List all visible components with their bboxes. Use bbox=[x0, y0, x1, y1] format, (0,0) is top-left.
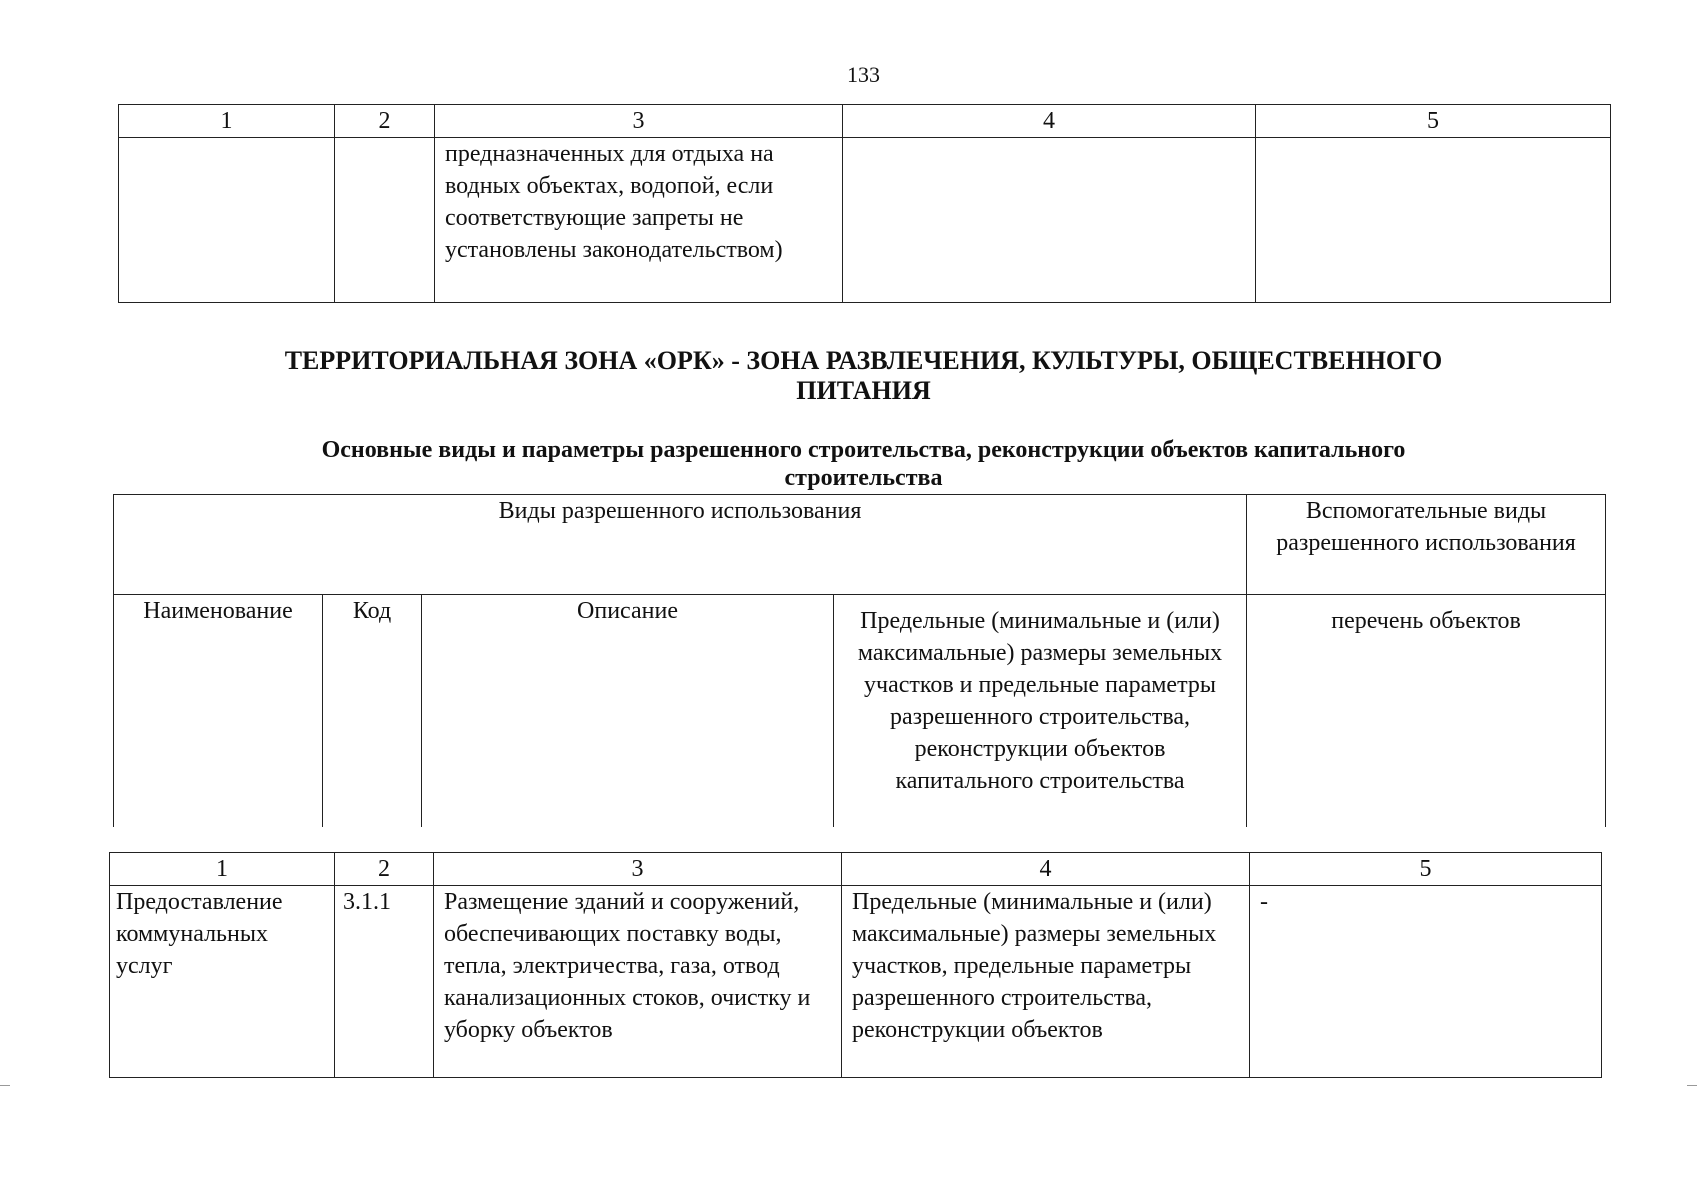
zone-title bbox=[0, 346, 1697, 406]
zone-title-line: ТЕРРИТОРИАЛЬНАЯ ЗОНА «ОРК» - ЗОНА РАЗВЛЕЧЕНИЯ, КУЛЬТУРЫ, ОБЩЕСТВЕННОГО bbox=[284, 346, 1443, 375]
section-title bbox=[0, 436, 1697, 492]
header-cell: 4 bbox=[843, 105, 1256, 138]
table-row bbox=[110, 886, 1602, 1078]
header-cell: 2 bbox=[335, 105, 435, 138]
group-header-row bbox=[114, 495, 1606, 595]
column-header-code: Код bbox=[323, 595, 422, 827]
column-header-name: Наименование bbox=[114, 595, 323, 827]
header-cell: 2 bbox=[335, 853, 434, 886]
continuation-table bbox=[118, 104, 1611, 303]
zone-title-line: ПИТАНИЯ bbox=[796, 376, 931, 405]
use-code-cell: 3.1.1 bbox=[335, 886, 434, 1078]
group-header-cell: Виды разрешенного использования bbox=[114, 495, 1247, 595]
table-cell: предназначенных для отдыха на водных объектах, водопой, если соответствующие запреты не установлены законодательством) bbox=[435, 138, 843, 303]
header-cell: 1 bbox=[110, 853, 335, 886]
header-cell: 5 bbox=[1250, 853, 1602, 886]
column-header-parameters: Предельные (минимальные и (или) максимальные) размеры земельных участков и предельные параметры разрешенного строительства, реконструкции объектов капитального строительства bbox=[834, 595, 1247, 827]
table-row bbox=[119, 138, 1611, 303]
header-cell: 5 bbox=[1256, 105, 1611, 138]
table-cell bbox=[1256, 138, 1611, 303]
section-title-line: Основные виды и параметры разрешенного строительства, реконструкции объектов капитального bbox=[321, 437, 1406, 463]
table-cell bbox=[335, 138, 435, 303]
column-header-description: Описание bbox=[422, 595, 834, 827]
margin-mark-left bbox=[0, 1085, 10, 1086]
use-parameters-cell: Предельные (минимальные и (или) максимальные) размеры земельных участков, предельные параметры разрешенного строительства, реконструкции объектов bbox=[842, 886, 1250, 1078]
header-cell: 1 bbox=[119, 105, 335, 138]
header-cell: 4 bbox=[842, 853, 1250, 886]
aux-objects-cell: - bbox=[1250, 886, 1602, 1078]
section-title-line: строительства bbox=[784, 465, 943, 491]
table-header-row bbox=[110, 853, 1602, 886]
header-cell: 3 bbox=[435, 105, 843, 138]
margin-mark-right bbox=[1687, 1085, 1697, 1086]
table-cell bbox=[119, 138, 335, 303]
page-number: 133 bbox=[847, 62, 880, 87]
column-header-table bbox=[113, 494, 1606, 827]
table-cell bbox=[843, 138, 1256, 303]
column-header-objects: перечень объектов bbox=[1247, 595, 1606, 827]
main-table bbox=[109, 852, 1602, 1078]
column-header-row bbox=[114, 595, 1606, 827]
header-cell: 3 bbox=[434, 853, 842, 886]
table-header-row bbox=[119, 105, 1611, 138]
use-name-cell: Предоставление коммунальных услуг bbox=[110, 886, 335, 1078]
aux-header-cell: Вспомогательные виды разрешенного использования bbox=[1247, 495, 1606, 595]
use-description-cell: Размещение зданий и сооружений, обеспечивающих поставку воды, тепла, электричества, газа, отвод канализационных стоков, очистку и уборку объектов bbox=[434, 886, 842, 1078]
